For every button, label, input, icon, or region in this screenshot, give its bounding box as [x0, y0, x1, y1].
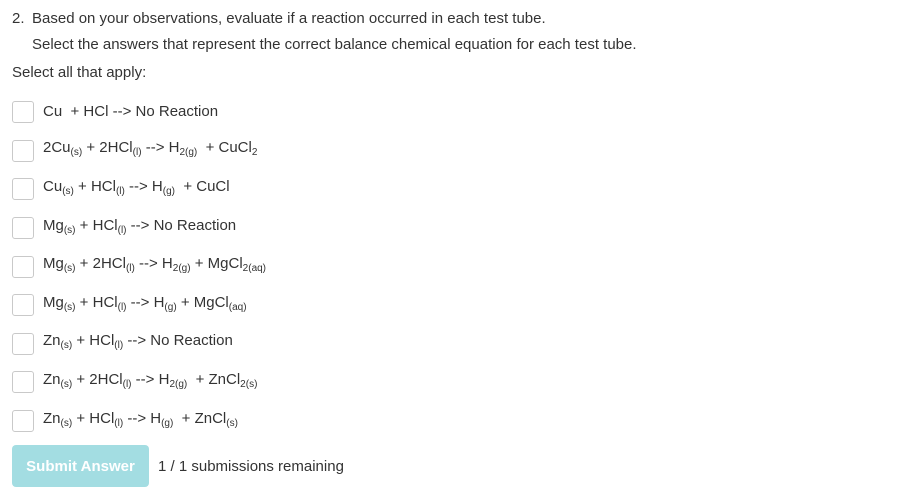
equation-text: Mg — [43, 293, 64, 311]
equation-text: --> H — [141, 139, 180, 157]
equation-text: + HCl — [75, 216, 118, 234]
answer-option[interactable] — [12, 402, 266, 441]
equation-text: --> No Reaction — [126, 216, 237, 234]
equation-subscript: (l) — [125, 263, 135, 275]
equation-subscript: (l) — [122, 378, 132, 390]
option-equation[interactable] — [43, 177, 230, 202]
equation-text: + HCl — [72, 332, 115, 350]
option-equation[interactable] — [43, 254, 266, 279]
select-all-instruction: Select all that apply: — [12, 64, 147, 81]
answer-option[interactable] — [12, 93, 266, 132]
equation-text: Zn — [43, 370, 61, 388]
question-subtext: Select the answers that represent the correct balance chemical equation for each test tube. — [32, 36, 637, 53]
equation-subscript: (s) — [60, 378, 73, 390]
equation-subscript: (l) — [114, 340, 124, 352]
equation-subscript: (s) — [60, 340, 73, 352]
equation-text: + 2HCl — [82, 139, 133, 157]
equation-text: + ZnCl — [187, 370, 241, 388]
equation-text: + HCl — [75, 293, 118, 311]
equation-subscript: (l) — [132, 147, 142, 159]
option-equation[interactable] — [43, 331, 233, 356]
option-equation[interactable] — [43, 102, 218, 122]
submissions-remaining: 1 / 1 submissions remaining — [158, 457, 344, 475]
equation-subscript: (s) — [60, 417, 73, 429]
option-equation[interactable] — [43, 138, 257, 163]
option-equation[interactable] — [43, 409, 238, 434]
equation-text: --> H — [134, 255, 173, 273]
option-checkbox[interactable] — [12, 217, 34, 239]
equation-text: + ZnCl — [173, 409, 227, 427]
answer-option[interactable] — [12, 286, 266, 325]
equation-text: + 2HCl — [72, 370, 123, 388]
equation-text: Zn — [43, 332, 61, 350]
option-checkbox[interactable] — [12, 410, 34, 432]
equation-text: --> H — [124, 177, 163, 195]
equation-text: + MgCl — [190, 255, 243, 273]
answer-option[interactable] — [12, 247, 266, 286]
equation-subscript: (s) — [63, 301, 76, 313]
equation-text: Zn — [43, 409, 61, 427]
answer-option[interactable] — [12, 325, 266, 364]
option-checkbox[interactable] — [12, 256, 34, 278]
equation-subscript: (s) — [62, 185, 74, 197]
equation-text: 2Cu — [43, 139, 71, 157]
equation-subscript: (g) — [164, 301, 177, 313]
equation-text: --> H — [126, 293, 165, 311]
equation-text: + HCl — [73, 177, 116, 195]
equation-text: + CuCl — [197, 139, 252, 157]
equation-subscript: (g) — [161, 417, 174, 429]
equation-text: + HCl — [72, 409, 115, 427]
answer-option[interactable] — [12, 170, 266, 209]
equation-text: --> No Reaction — [123, 332, 233, 350]
question-prompt — [12, 6, 892, 58]
equation-subscript: (aq) — [228, 301, 247, 313]
answer-option[interactable] — [12, 209, 266, 248]
submit-area — [12, 445, 344, 487]
question-text: Based on your observations, evaluate if a reaction occurred in each test tube. — [32, 10, 546, 27]
equation-subscript: (l) — [117, 224, 127, 236]
option-checkbox[interactable] — [12, 101, 34, 123]
answer-options — [12, 93, 266, 440]
option-checkbox[interactable] — [12, 140, 34, 162]
equation-text: Mg — [43, 216, 64, 234]
option-equation[interactable] — [43, 216, 236, 241]
equation-subscript: (l) — [117, 301, 127, 313]
option-checkbox[interactable] — [12, 333, 34, 355]
question-line-1 — [12, 6, 892, 32]
equation-subscript: 2 — [251, 147, 258, 159]
equation-subscript: 2(g) — [179, 147, 198, 159]
option-equation[interactable] — [43, 293, 247, 318]
equation-subscript: (l) — [114, 417, 124, 429]
option-checkbox[interactable] — [12, 178, 34, 200]
equation-text: Cu + HCl --> No Reaction — [43, 103, 219, 121]
equation-subscript: 2(g) — [169, 378, 188, 390]
answer-option[interactable] — [12, 363, 266, 402]
equation-subscript: (g) — [162, 185, 175, 197]
equation-text: + MgCl — [176, 293, 229, 311]
equation-subscript: (l) — [115, 185, 125, 197]
option-checkbox[interactable] — [12, 371, 34, 393]
equation-text: Mg — [43, 255, 64, 273]
equation-subscript: 2(s) — [240, 378, 258, 390]
option-equation[interactable] — [43, 370, 257, 395]
equation-subscript: (s) — [226, 417, 238, 429]
answer-option[interactable] — [12, 132, 266, 171]
equation-subscript: (s) — [63, 263, 76, 275]
equation-text: + 2HCl — [75, 255, 126, 273]
equation-text: + CuCl — [175, 177, 230, 195]
equation-subscript: (s) — [63, 224, 76, 236]
equation-subscript: 2(aq) — [242, 263, 267, 275]
equation-text: --> H — [123, 409, 162, 427]
equation-subscript: (s) — [70, 147, 83, 159]
equation-text: --> H — [131, 370, 170, 388]
question-number: 2. — [12, 10, 25, 27]
option-checkbox[interactable] — [12, 294, 34, 316]
equation-subscript: 2(g) — [172, 263, 191, 275]
equation-text: Cu — [43, 177, 63, 195]
submit-answer-button[interactable]: Submit Answer — [12, 445, 149, 487]
